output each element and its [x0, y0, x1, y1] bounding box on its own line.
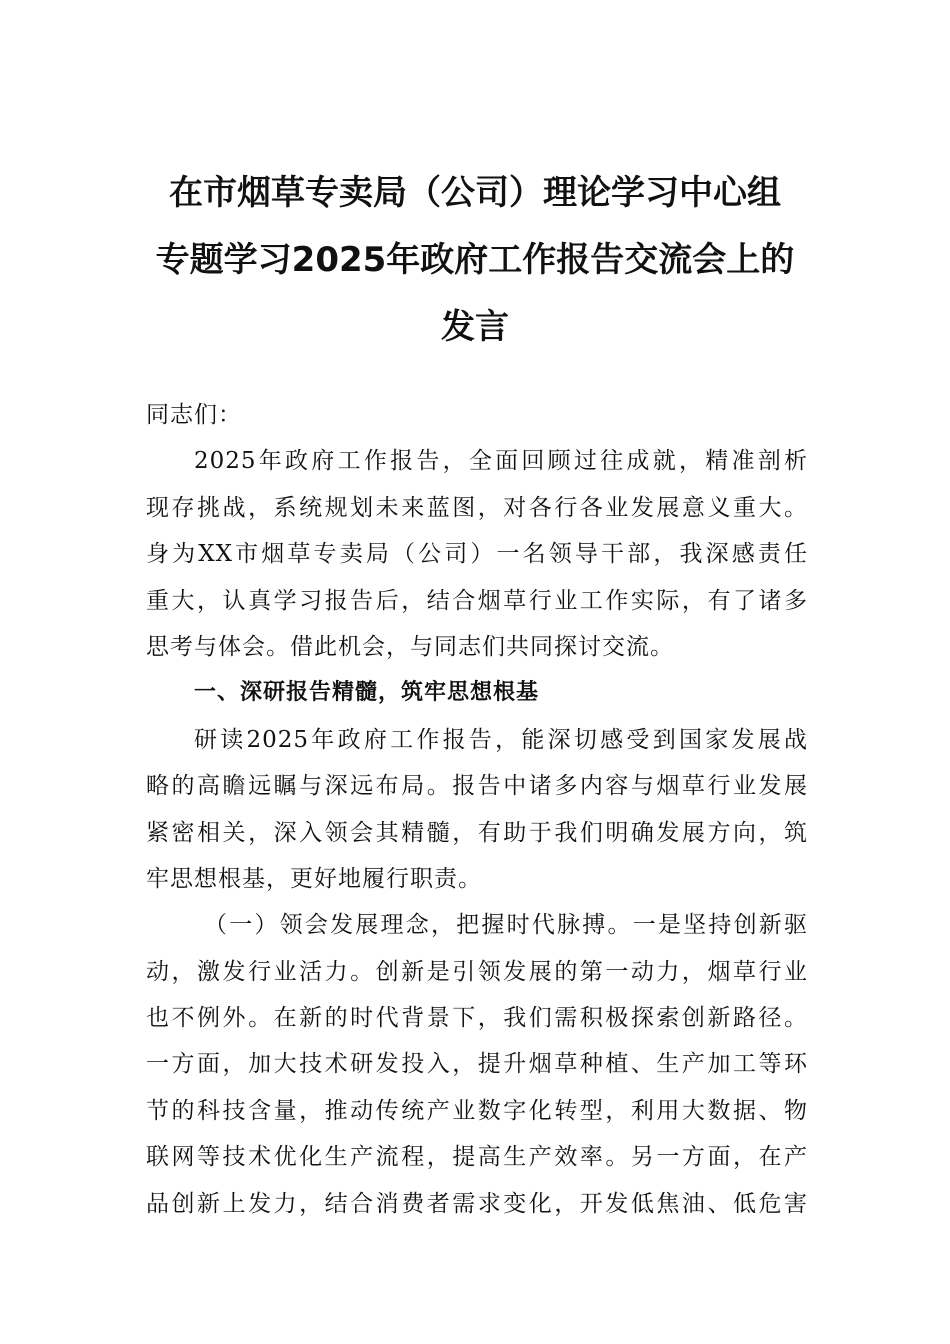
- subsection-line: 动，激发行业活力。创新是引领发展的第一动力，烟草行业: [146, 958, 808, 985]
- document-title: [110, 160, 840, 361]
- intro-line: 2025年政府工作报告，全面回顾过往成就，精准剖析: [194, 448, 808, 475]
- subsection-line: 节的科技含量，推动传统产业数字化转型，利用大数据、物: [146, 1097, 808, 1124]
- section-line: 紧密相关，深入领会其精髓，有助于我们明确发展方向，筑: [146, 819, 808, 846]
- intro-line: 现存挑战，系统规划未来蓝图，对各行各业发展意义重大。: [146, 494, 808, 521]
- intro-line: 重大，认真学习报告后，结合烟草行业工作实际，有了诸多: [146, 587, 808, 614]
- title-line: 发言: [441, 307, 509, 347]
- subsection-line: 品创新上发力，结合消费者需求变化，开发低焦油、低危害: [146, 1190, 808, 1217]
- section-line: 研读2025年政府工作报告，能深切感受到国家发展战: [194, 726, 808, 753]
- subsection-line: 联网等技术优化生产流程，提高生产效率。另一方面，在产: [146, 1144, 808, 1171]
- title-line: 在市烟草专卖局（公司）理论学习中心组: [169, 173, 781, 213]
- subsection-line: 也不例外。在新的时代背景下，我们需积极探索创新路径。: [146, 1005, 808, 1032]
- intro-line: 思考与体会。借此机会，与同志们共同探讨交流。: [146, 633, 674, 660]
- subsection-line: （一）领会发展理念，把握时代脉搏。一是坚持创新驱: [204, 912, 808, 939]
- salutation: 同志们：: [146, 402, 242, 428]
- intro-line: 身为XX市烟草专卖局（公司）一名领导干部，我深感责任: [146, 541, 808, 568]
- section-line: 略的高瞻远瞩与深远布局。报告中诸多内容与烟草行业发展: [146, 773, 808, 800]
- section-line: 牢思想根基，更好地履行职责。: [146, 865, 482, 892]
- document-body: [146, 392, 808, 1227]
- section-heading: 一、深研报告精髓，筑牢思想根基: [194, 680, 540, 706]
- title-line: 专题学习2025年政府工作报告交流会上的: [155, 240, 795, 280]
- subsection-line: 一方面，加大技术研发投入，提升烟草种植、生产加工等环: [146, 1051, 808, 1078]
